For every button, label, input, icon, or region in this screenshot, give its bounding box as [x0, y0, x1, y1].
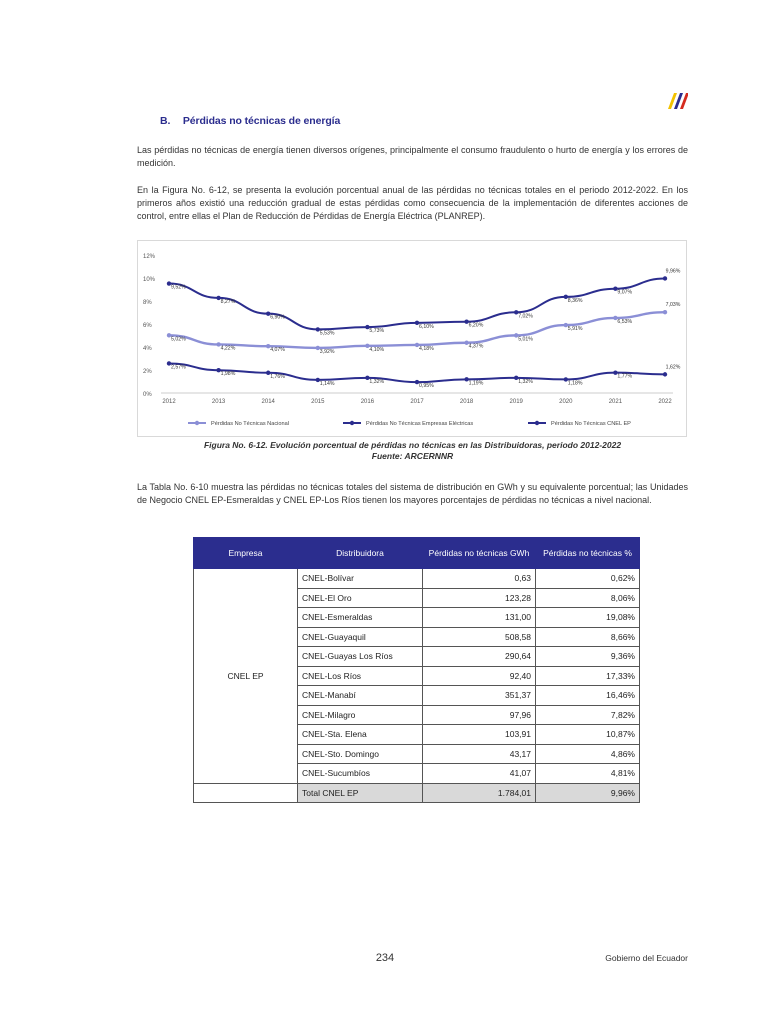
ecuador-flag-stripes-icon — [664, 93, 688, 109]
data-label: 5,73% — [369, 328, 385, 335]
total-label-cell: Total CNEL EP — [298, 783, 423, 803]
percent-cell: 16,46% — [536, 686, 640, 706]
gwh-cell: 508,58 — [423, 627, 536, 647]
data-label: 6,90% — [270, 314, 285, 321]
data-label: 1,14% — [319, 380, 335, 387]
header-gwh-text: Pérdidas no técnicas GWh — [428, 548, 530, 558]
legend-entry: Pérdidas No Técnicas Nacional — [211, 421, 289, 427]
gwh-cell: 103,91 — [423, 725, 536, 745]
data-label: 1,76% — [270, 373, 285, 380]
company-cell: CNEL EP — [194, 569, 298, 784]
header-distribuidora: Distribuidora — [298, 538, 423, 569]
legend-marker — [350, 421, 354, 425]
series-line — [169, 312, 665, 348]
distribuidora-cell: CNEL-Manabí — [298, 686, 423, 706]
series-line — [169, 363, 665, 382]
data-label: 4,37% — [468, 343, 484, 350]
table-header-row — [194, 538, 640, 569]
data-label: 4,10% — [369, 346, 385, 353]
total-percent-cell: 9,96% — [536, 783, 640, 803]
y-tick-label: 12% — [143, 254, 156, 260]
data-label: 6,53% — [617, 318, 633, 325]
percent-cell: 19,08% — [536, 608, 640, 628]
header-percent-text: Pérdidas no técnicas % — [543, 548, 632, 558]
gwh-cell: 43,17 — [423, 744, 536, 764]
section-title-text: Pérdidas no técnicas de energía — [182, 115, 341, 127]
percent-cell: 10,87% — [536, 725, 640, 745]
data-label: 1,19% — [468, 380, 484, 387]
distribuidora-cell: CNEL-Milagro — [298, 705, 423, 725]
x-tick-label: 2015 — [311, 399, 325, 405]
y-tick-label: 10% — [143, 277, 156, 283]
data-label: 6,20% — [468, 322, 484, 329]
figure-caption: Figura No. 6-12. Evolución porcentual de pérdidas no técnicas en las Distribuidoras, periodo 2012-2022 — [203, 440, 622, 450]
data-label: 5,01% — [518, 336, 533, 343]
x-tick-label: 2013 — [211, 399, 226, 405]
percent-cell: 4,81% — [536, 764, 640, 784]
data-label: 7,03% — [665, 302, 681, 309]
data-label: 1,32% — [369, 378, 385, 385]
distribuidora-cell: CNEL-Bolívar — [298, 569, 423, 589]
header-empresa: Empresa — [194, 538, 298, 569]
distribuidora-cell: CNEL-Guayaquil — [298, 627, 423, 647]
data-label: 2,57% — [171, 364, 186, 371]
percent-cell: 8,06% — [536, 588, 640, 608]
percent-cell: 9,36% — [536, 647, 640, 667]
line-chart — [137, 240, 687, 437]
y-tick-label: 2% — [143, 369, 152, 375]
data-label: 9,96% — [665, 268, 681, 275]
data-label: 5,91% — [567, 326, 583, 333]
percent-cell: 0,62% — [536, 569, 640, 589]
x-tick-label: 2020 — [559, 399, 573, 405]
distribuidora-cell: CNEL-El Oro — [298, 588, 423, 608]
header-percent — [536, 538, 640, 569]
legend-entry: Pérdidas No Técnicas Empresas Eléctricas — [366, 421, 474, 427]
gwh-cell: 131,00 — [423, 608, 536, 628]
x-tick-label: 2021 — [608, 399, 623, 405]
percent-cell: 17,33% — [536, 666, 640, 686]
x-tick-label: 2022 — [658, 399, 672, 405]
data-label: 1,98% — [220, 371, 236, 378]
data-label: 4,22% — [220, 345, 236, 352]
header-gwh — [423, 538, 536, 569]
section-letter: B. — [160, 115, 171, 127]
legend-marker — [195, 421, 199, 425]
page-number: 234 — [375, 952, 395, 964]
gwh-cell: 290,64 — [423, 647, 536, 667]
data-label: 1,77% — [617, 373, 633, 380]
data-label: 4,07% — [270, 347, 285, 354]
y-tick-label: 8% — [143, 300, 152, 306]
data-label: 3,92% — [319, 348, 335, 355]
x-tick-label: 2014 — [261, 399, 275, 405]
data-label: 5,53% — [319, 330, 335, 337]
data-label: 6,10% — [419, 323, 434, 330]
data-label: 8,36% — [567, 297, 583, 304]
table-row — [194, 569, 640, 589]
table-total-row — [194, 783, 640, 803]
data-label: 9,52% — [171, 284, 186, 291]
data-point — [663, 310, 667, 314]
data-point — [663, 372, 667, 376]
gwh-cell: 41,07 — [423, 764, 536, 784]
y-tick-label: 4% — [143, 346, 152, 352]
x-tick-label: 2019 — [509, 399, 523, 405]
losses-table — [193, 537, 640, 803]
paragraph-intro: Las pérdidas no técnicas de energía tienen diversos orígenes, principalmente el consumo fraudulento o hurto de energía y los errores de medición. — [137, 145, 688, 168]
distribuidora-cell: CNEL-Los Ríos — [298, 666, 423, 686]
data-label: 0,95% — [419, 383, 434, 390]
distribuidora-cell: CNEL-Sto. Domingo — [298, 744, 423, 764]
gwh-cell: 123,28 — [423, 588, 536, 608]
footer-publisher: Gobierno del Ecuador — [605, 953, 688, 963]
data-label: 5,02% — [171, 336, 186, 343]
line-chart-svg — [138, 241, 686, 436]
gwh-cell: 351,37 — [423, 686, 536, 706]
data-label: 7,02% — [518, 313, 533, 320]
percent-cell: 8,66% — [536, 627, 640, 647]
data-label: 1,18% — [567, 380, 583, 387]
paragraph-table-description: La Tabla No. 6-10 muestra las pérdidas no técnicas totales del sistema de distribución en GWh y su equivalente porcentual; las Unidades de Negocio CNEL EP-Esmeraldas y CNEL EP-Los Ríos tienen los mayores porcentajes de pérdidas no técnicas a nivel nacional. — [137, 482, 688, 505]
gwh-cell: 0,63 — [423, 569, 536, 589]
gwh-cell: 97,96 — [423, 705, 536, 725]
distribuidora-cell: CNEL-Esmeraldas — [298, 608, 423, 628]
y-tick-label: 6% — [143, 323, 152, 329]
y-tick-label: 0% — [143, 392, 152, 398]
data-label: 9,07% — [617, 289, 633, 296]
paragraph-figure-description: En la Figura No. 6-12, se presenta la evolución porcentual anual de las pérdidas no técnicas totales en el periodo 2012-2022. En los primeros años existió una reducción gradual de estas pérdidas como consecuencia de la implementación de diferentes acciones de control, entre ellas el Plan de Reducción de Pérdidas de Energía Eléctrica (PLANREP). — [137, 185, 688, 221]
section-title — [160, 115, 340, 127]
total-empty-cell — [194, 783, 298, 803]
percent-cell: 7,82% — [536, 705, 640, 725]
x-tick-label: 2018 — [459, 399, 474, 405]
distribuidora-cell: CNEL-Guayas Los Ríos — [298, 647, 423, 667]
x-tick-label: 2012 — [162, 399, 176, 405]
percent-cell: 4,86% — [536, 744, 640, 764]
data-label: 1,62% — [665, 364, 681, 371]
distribuidora-cell: CNEL-Sta. Elena — [298, 725, 423, 745]
total-gwh-cell: 1.784,01 — [423, 783, 536, 803]
gwh-cell: 92,40 — [423, 666, 536, 686]
data-label: 4,18% — [419, 345, 434, 352]
data-label: 8,27% — [220, 298, 236, 305]
legend-entry: Pérdidas No Técnicas CNEL EP — [551, 421, 631, 427]
data-point — [663, 276, 667, 280]
data-label: 1,32% — [518, 378, 533, 385]
x-tick-label: 2017 — [410, 399, 424, 405]
legend-marker — [535, 421, 539, 425]
x-tick-label: 2016 — [360, 399, 375, 405]
distribuidora-cell: CNEL-Sucumbíos — [298, 764, 423, 784]
figure-source: Fuente: ARCERNNR — [371, 451, 454, 461]
